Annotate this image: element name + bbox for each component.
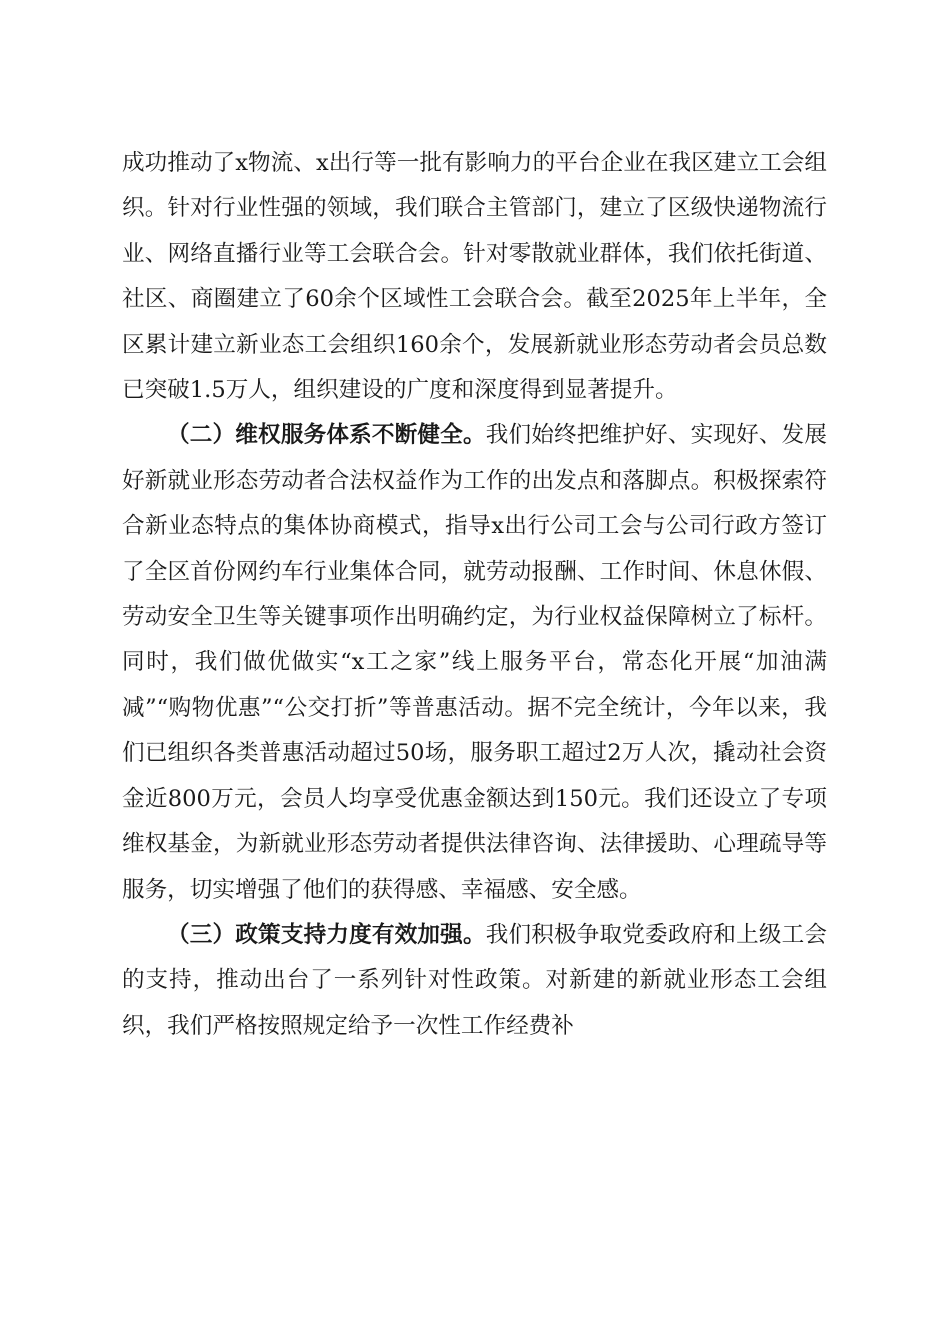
section-3-heading: （三）政策支持力度有效加强。	[167, 921, 486, 948]
section-3-text: 我们积极争取党委政府和上级工会的支持，推动出台了一系列针对性政策。对新建的新就业形态工会组织，我们严格按照规定给予一次性工作经费补	[122, 921, 827, 1039]
document-body	[122, 141, 827, 1049]
section-2-heading: （二）维权服务体系不断健全。	[167, 422, 486, 449]
paragraph-section-3	[122, 913, 827, 1049]
section-2-text: 我们始终把维护好、实现好、发展好新就业形态劳动者合法权益作为工作的出发点和落脚点。积极探索符合新业态特点的集体协商模式，指导x出行公司工会与公司行政方签订了全区首份网约车行业集体合同，就劳动报酬、工作时间、休息休假、劳动安全卫生等关键事项作出明确约定，为行业权益保障树立了标杆。同时，我们做优做实“x工之家”线上服务平台，常态化开展“加油满减”“购物优惠”“公交打折”等普惠活动。据不完全统计，今年以来，我们已组织各类普惠活动超过50场，服务职工超过2万人次，撬动社会资金近800万元，会员人均享受优惠金额达到150元。我们还设立了专项维权基金，为新就业形态劳动者提供法律咨询、法律援助、心理疏导等服务，切实增强了他们的获得感、幸福感、安全感。	[122, 422, 827, 903]
paragraph-1-text: 成功推动了x物流、x出行等一批有影响力的平台企业在我区建立工会组织。针对行业性强的领域，我们联合主管部门，建立了区级快递物流行业、网络直播行业等工会联合会。针对零散就业群体，我们依托街道、社区、商圈建立了60余个区域性工会联合会。截至2025年上半年，全区累计建立新业态工会组织160余个，发展新就业形态劳动者会员总数已突破1.5万人，组织建设的广度和深度得到显著提升。	[122, 150, 827, 404]
paragraph-continuation	[122, 141, 827, 413]
paragraph-section-2	[122, 413, 827, 912]
